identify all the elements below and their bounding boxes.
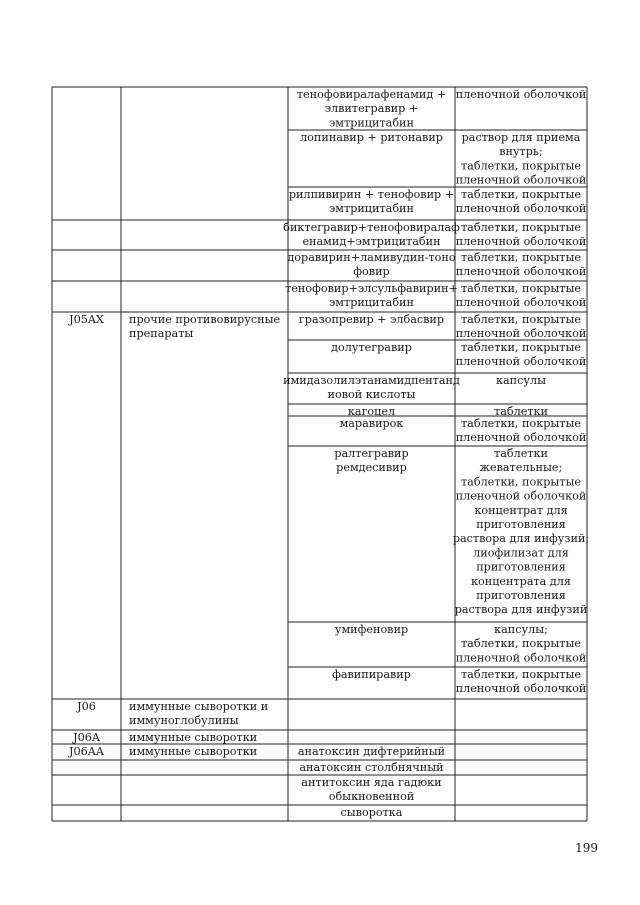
form-text: капсулы; <box>494 623 548 636</box>
group-text: иммунные сыворотки и <box>129 700 269 713</box>
drug-text: имидазолилэтанамидпентанд <box>283 374 460 387</box>
form-text: приготовления <box>476 518 566 531</box>
table-row <box>299 761 443 774</box>
table-row <box>72 731 257 744</box>
form-text: пленочной оболочкой <box>455 88 587 101</box>
table-row <box>331 341 586 368</box>
table-row <box>68 313 586 340</box>
drug-text: эмтрицитабин <box>329 296 414 310</box>
group-text: иммуноглобулины <box>129 714 239 728</box>
form-text: пленочной оболочкой <box>455 265 587 279</box>
drug-text: фавипиравир <box>332 668 411 681</box>
form-text: таблетки, покрытые <box>460 188 582 201</box>
table-row <box>300 131 586 187</box>
atc-code: J05AX <box>69 313 104 326</box>
form-text: капсулы <box>496 374 546 387</box>
table-row <box>287 251 586 278</box>
form-text: таблетки, покрытые <box>460 221 582 234</box>
form-text: пленочной оболочкой <box>455 355 587 369</box>
form-text: раствор для приема <box>461 131 581 144</box>
form-text: пленочной оболочкой <box>455 173 587 187</box>
group-text: прочие противовирусные <box>129 313 281 326</box>
table-row <box>283 221 586 248</box>
drug-text: фовир <box>353 265 390 279</box>
drug-text: долутегравир <box>331 341 412 354</box>
drug-text: ралтегравир <box>334 447 409 460</box>
form-text: таблетки, покрытые <box>460 159 582 173</box>
form-text: внутрь; <box>499 145 543 159</box>
atc-code: J06AA <box>69 745 104 758</box>
table-row <box>332 668 586 695</box>
form-text: приготовления <box>476 589 566 602</box>
drug-text: лопинавир + ритонавир <box>300 131 443 144</box>
form-text: пленочной оболочкой <box>455 651 587 665</box>
form-text: таблетки, покрытые <box>460 251 582 264</box>
table-row <box>334 447 589 616</box>
atc-code: J06A <box>73 731 100 744</box>
drug-text: элвитегравир + <box>324 102 419 116</box>
form-text: таблетки, покрытые <box>460 637 582 651</box>
drug-text: анатоксин столбнячный <box>299 761 444 774</box>
atc-code: J06 <box>77 700 96 713</box>
form-text: концентрат для <box>474 503 568 517</box>
form-text: пленочной оболочкой <box>455 489 587 503</box>
form-text: пленочной оболочкой <box>455 682 587 696</box>
table-row <box>76 700 268 727</box>
table-row <box>68 745 445 758</box>
drug-text: анатоксин дифтерийный <box>297 745 446 758</box>
table-row <box>285 282 586 309</box>
form-text: таблетки, покрытые <box>460 475 582 489</box>
form-text: пленочной оболочкой <box>455 202 587 216</box>
form-text: таблетки, покрытые <box>460 668 582 681</box>
form-text: концентрата для <box>471 574 571 588</box>
drug-text: эмтрицитабин <box>329 202 414 216</box>
drug-text: биктегравир+тенофовиралаф <box>283 221 460 234</box>
form-text: таблетки <box>494 447 548 460</box>
drug-text: тенофовиралафенамид + <box>296 88 447 101</box>
group-text: иммунные сыворотки <box>129 745 258 758</box>
drug-text: доравирин+ламивудин-тоно <box>287 251 456 264</box>
form-text: раствора для инфузий <box>454 603 588 617</box>
drug-text: маравирок <box>339 417 404 430</box>
drug-text: сыворотка <box>340 806 403 819</box>
form-text: таблетки, покрытые <box>460 341 582 354</box>
form-text: таблетки, покрытые <box>460 282 582 295</box>
form-text: пленочной оболочкой <box>455 431 587 445</box>
drug-text: рилпивирин + тенофовир + <box>288 188 455 201</box>
drug-text: умифеновир <box>334 623 409 636</box>
group-text: препараты <box>129 327 194 341</box>
drug-text: гразопревир + элбасвир <box>298 313 445 326</box>
table-row <box>335 623 586 664</box>
drug-text: иовой кислоты <box>327 388 416 402</box>
form-text: пленочной оболочкой <box>455 235 587 249</box>
table-row <box>301 776 441 803</box>
table-row <box>283 374 546 401</box>
drug-text: енамид+эмтрицитабин <box>302 235 441 249</box>
drug-text: ремдесивир <box>336 461 407 475</box>
form-text: лиофилизат для <box>473 546 569 560</box>
page-number: 199 <box>575 841 598 855</box>
form-text: жевательные; <box>479 461 563 475</box>
form-text: таблетки <box>494 405 548 418</box>
table-row <box>297 88 586 129</box>
drug-text: эмтрицитабин <box>329 116 414 130</box>
drug-text: антитоксин яда гадюки <box>301 776 442 789</box>
table-row <box>289 188 586 215</box>
drug-text: обыкновенной <box>328 790 415 804</box>
form-text: приготовления <box>476 560 566 574</box>
form-text: таблетки, покрытые <box>460 417 582 430</box>
table-row <box>341 806 403 819</box>
form-text: пленочной оболочкой <box>455 327 587 341</box>
form-text: пленочной оболочкой <box>455 296 587 310</box>
drug-text: кагоцел <box>347 405 396 418</box>
form-text: таблетки, покрытые <box>460 313 582 326</box>
table-row <box>340 417 587 444</box>
form-text: раствора для инфузий; <box>452 532 590 546</box>
drug-text: тенофовир+элсульфавирин+ <box>285 282 458 295</box>
group-text: иммунные сыворотки <box>129 731 258 744</box>
